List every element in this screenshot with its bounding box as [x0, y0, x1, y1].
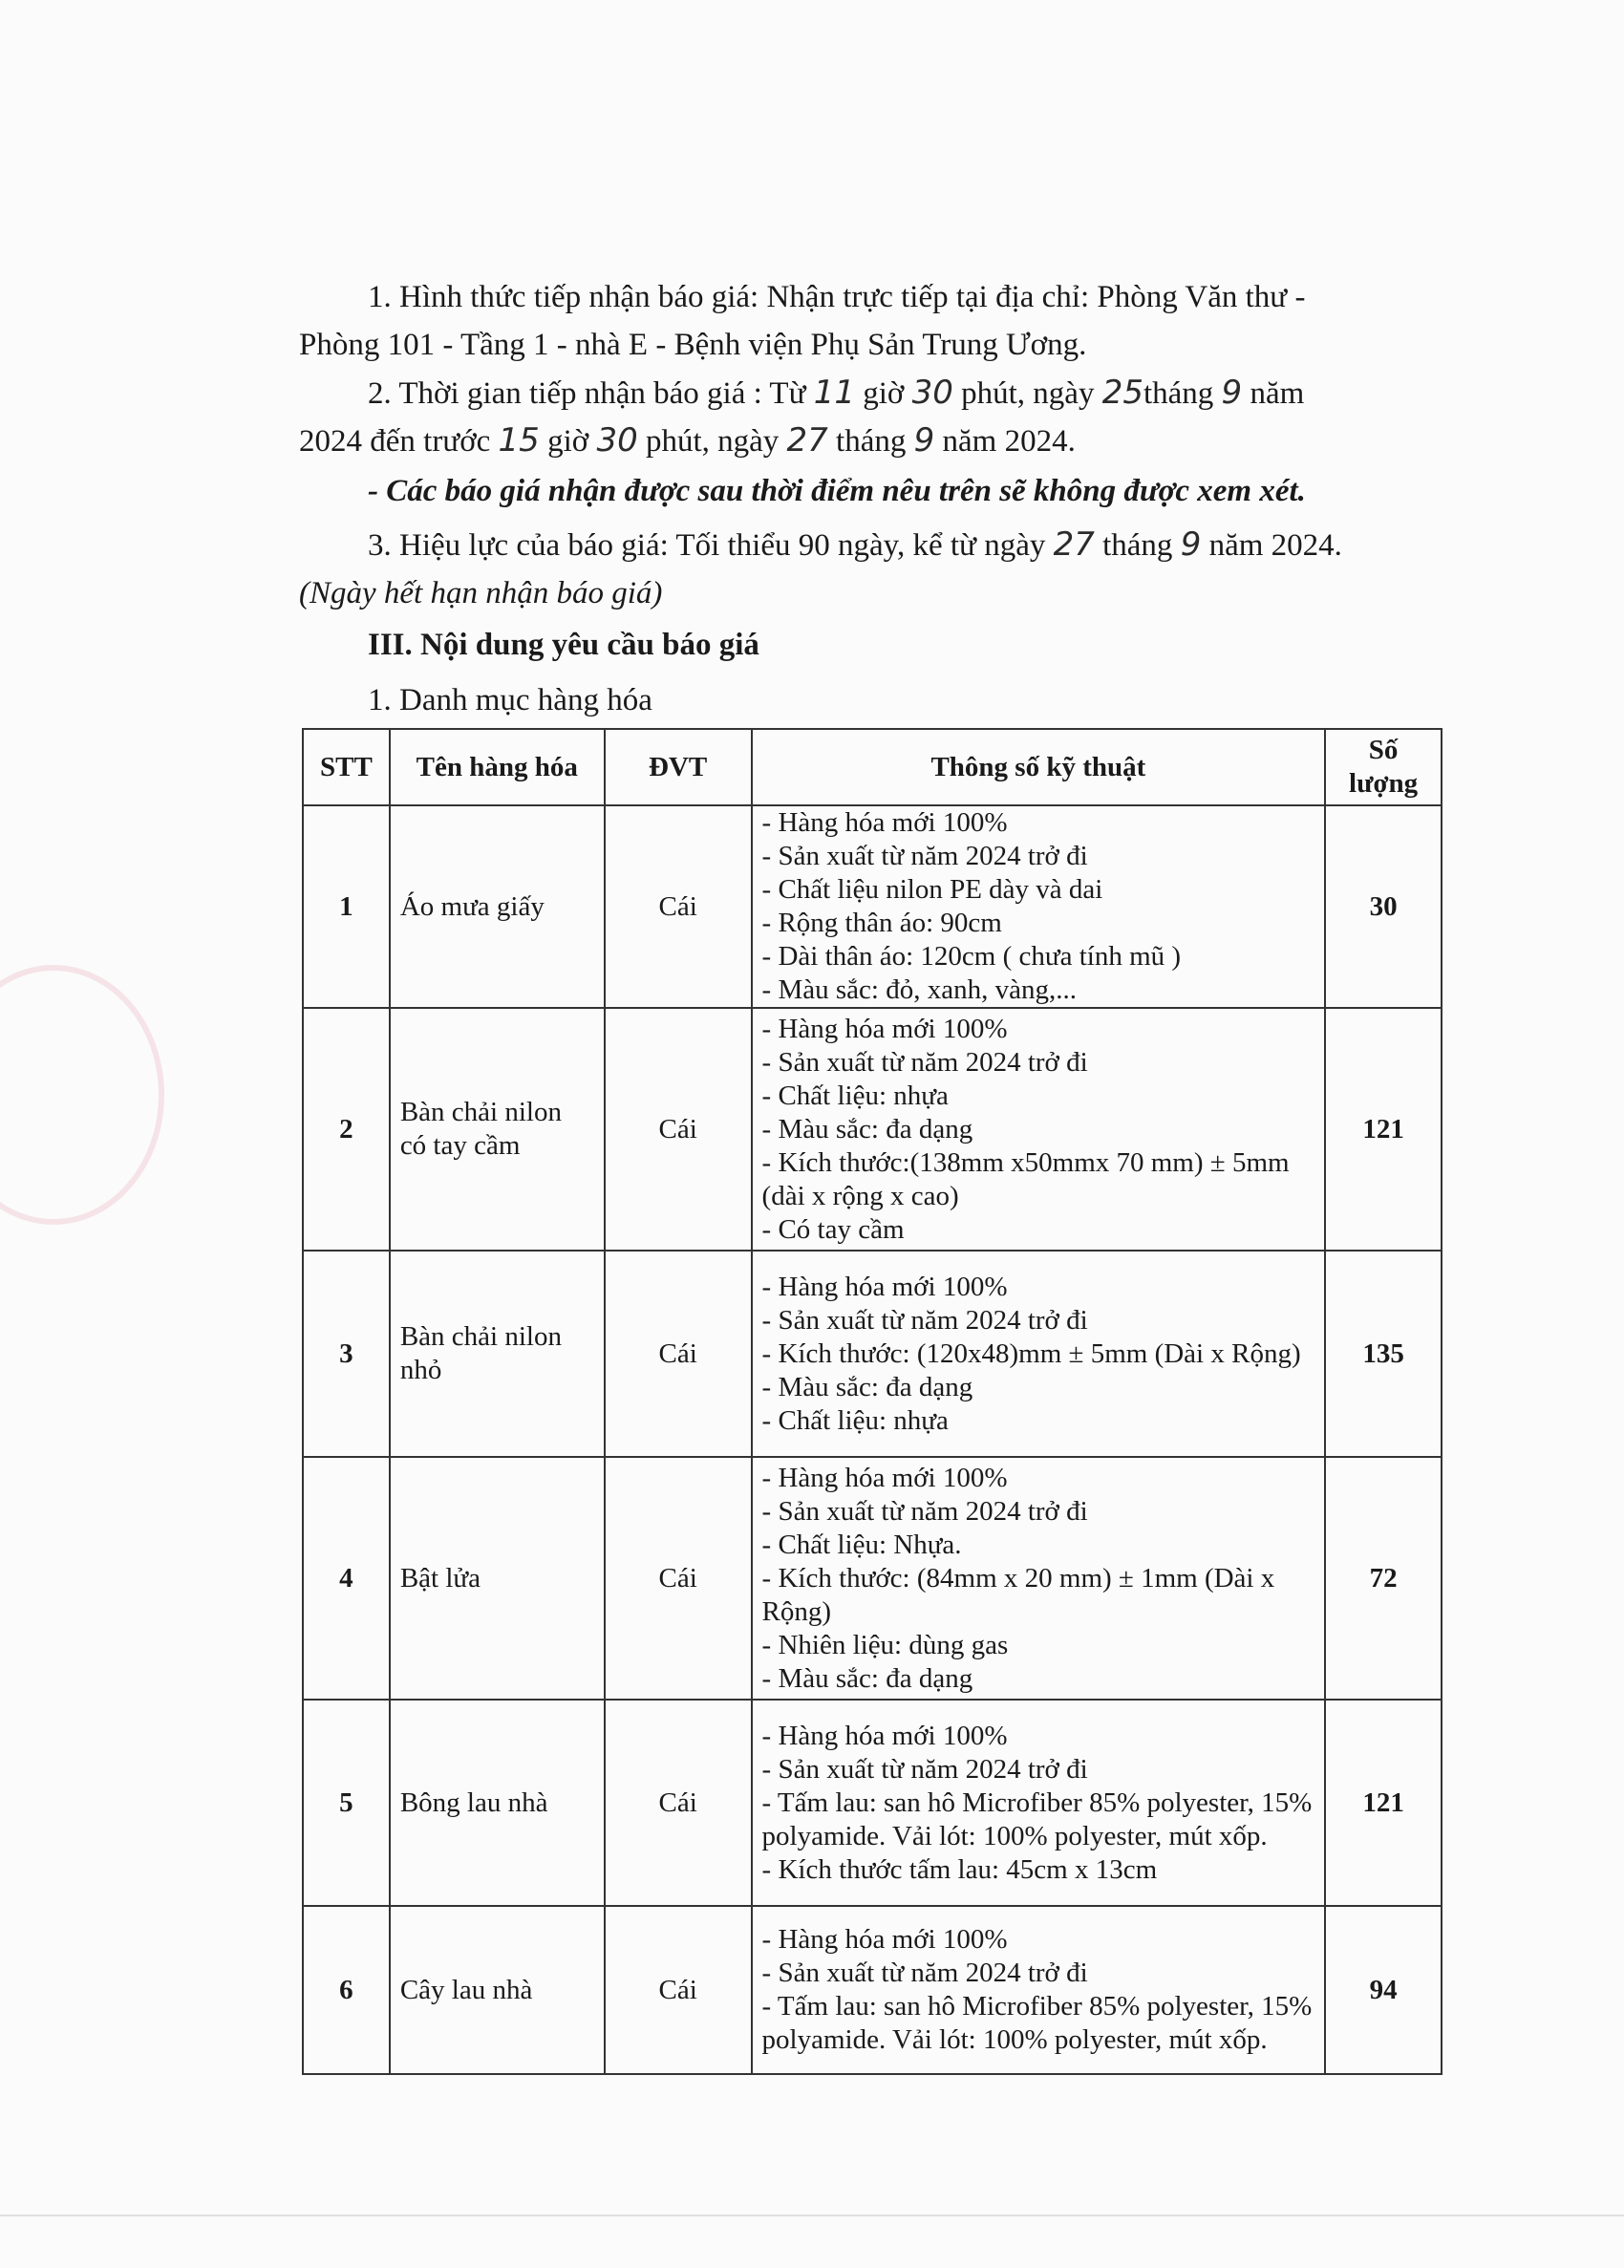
spec-line: - Màu sắc: đa dạng [761, 1113, 973, 1145]
paragraph-3-line-1 [368, 521, 1342, 569]
spec-line: - Tấm lau: san hô Microfiber 85% polyester, 15% polyamide. Vải lót: 100% polyester, mút xốp. [761, 1991, 1313, 2055]
section-heading: III. Nội dung yêu cầu báo giá [368, 628, 759, 662]
row-name: Cây lau nhà [390, 1906, 605, 2074]
row-unit: Cái [605, 1251, 752, 1457]
row-qty: 121 [1325, 1008, 1442, 1251]
spec-line: - Hàng hóa mới 100% [761, 1013, 1008, 1044]
paragraph-2-line-1 [368, 369, 1304, 417]
p2-handwritten-hour-start: 11 [813, 374, 855, 412]
paragraph-1-line-2: Phòng 101 - Tầng 1 - nhà E - Bệnh viện Phụ Sản Trung Ương. [299, 328, 1087, 362]
spec-line: - Chất liệu: nhựa [761, 1080, 949, 1111]
row-qty: 121 [1325, 1700, 1442, 1906]
row-qty: 135 [1325, 1251, 1442, 1457]
spec-line: - Sản xuất từ năm 2024 trở đi [761, 841, 1088, 871]
p2-handwritten-day-end: 27 [786, 421, 828, 460]
table-row [303, 1008, 1442, 1251]
p3-handwritten-day: 27 [1053, 525, 1095, 564]
row-spec [752, 1906, 1326, 2074]
p2-text-j: năm 2024. [942, 424, 1076, 459]
spec-line: - Có tay cầm [761, 1213, 905, 1245]
p3-text-a: 3. Hiệu lực của báo giá: Tối thiểu 90 ngày, kể từ ngày [368, 528, 1046, 563]
row-stt: 2 [303, 1008, 390, 1251]
header-qty [1325, 729, 1442, 805]
spec-line: - Màu sắc: đa dạng [761, 1371, 973, 1402]
spec-line: - Sản xuất từ năm 2024 trở đi [761, 1304, 1088, 1336]
p2-handwritten-hour-end: 15 [498, 421, 540, 460]
p3-text-c: năm 2024. [1208, 528, 1342, 563]
p2-text-a: 2. Thời gian tiếp nhận báo giá : Từ [368, 376, 806, 411]
p2-text-d: tháng [1143, 376, 1214, 411]
paragraph-2-line-2 [299, 417, 1076, 465]
p2-handwritten-month-start: 9 [1221, 374, 1243, 412]
spec-line: - Sản xuất từ năm 2024 trở đi [761, 1753, 1088, 1785]
row-spec [752, 1251, 1326, 1457]
row-stt: 6 [303, 1906, 390, 2074]
p2-text-b: giờ [863, 376, 905, 411]
row-stt: 4 [303, 1457, 390, 1700]
row-name: Áo mưa giấy [390, 805, 605, 1008]
spec-line: - Chất liệu: Nhựa. [761, 1529, 962, 1560]
row-spec [752, 805, 1326, 1008]
header-unit: ĐVT [605, 729, 752, 805]
late-quote-note: - Các báo giá nhận được sau thời điểm nêu trên sẽ không được xem xét. [368, 474, 1306, 508]
spec-line: - Kích thước: (120x48)mm ± 5mm (Dài x Rộng) [761, 1337, 1301, 1369]
p3-handwritten-month: 9 [1180, 525, 1202, 564]
header-stt: STT [303, 729, 390, 805]
row-stt: 1 [303, 805, 390, 1008]
subsection-heading: 1. Danh mục hàng hóa [368, 683, 652, 717]
spec-line: - Tấm lau: san hô Microfiber 85% polyester, 15% polyamide. Vải lót: 100% polyester, mút xốp. [761, 1787, 1313, 1851]
row-name: Bật lửa [390, 1457, 605, 1700]
paragraph-3-note: (Ngày hết hạn nhận báo giá) [299, 576, 663, 610]
row-stt: 3 [303, 1251, 390, 1457]
header-qty-line-2: lượng [1349, 768, 1419, 799]
row-spec [752, 1457, 1326, 1700]
p2-handwritten-month-end: 9 [913, 421, 935, 460]
row-name: Bông lau nhà [390, 1700, 605, 1906]
p2-handwritten-day-start: 25 [1101, 374, 1143, 412]
p3-text-b: tháng [1102, 528, 1173, 563]
spec-line: - Sản xuất từ năm 2024 trở đi [761, 1958, 1088, 1988]
paragraph-1-line-1: 1. Hình thức tiếp nhận báo giá: Nhận trực tiếp tại địa chỉ: Phòng Văn thư - [368, 280, 1306, 314]
row-spec [752, 1700, 1326, 1906]
spec-line: - Chất liệu: nhựa [761, 1404, 949, 1436]
row-unit: Cái [605, 1008, 752, 1251]
row-qty: 94 [1325, 1906, 1442, 2074]
p2-handwritten-minute-start: 30 [911, 374, 953, 412]
spec-line: - Kích thước: (84mm x 20 mm) ± 1mm (Dài x Rộng) [761, 1562, 1275, 1627]
spec-line: - Màu sắc: đa dạng [761, 1662, 973, 1694]
table-header-row [303, 729, 1442, 805]
p2-text-f: 2024 đến trước [299, 424, 491, 459]
spec-line: - Hàng hóa mới 100% [761, 1271, 1008, 1302]
row-name: Bàn chải nilon nhỏ [390, 1251, 605, 1457]
goods-table [302, 728, 1442, 2075]
table-row [303, 805, 1442, 1008]
p2-handwritten-minute-end: 30 [596, 421, 638, 460]
table-row [303, 1700, 1442, 1906]
table-body [303, 805, 1442, 2074]
p2-text-h: phút, ngày [645, 424, 780, 459]
spec-line: - Hàng hóa mới 100% [761, 1462, 1008, 1493]
p2-text-g: giờ [547, 424, 589, 459]
header-spec: Thông số kỹ thuật [752, 729, 1326, 805]
spec-line: - Hàng hóa mới 100% [761, 1924, 1008, 1955]
spec-line: - Sản xuất từ năm 2024 trở đi [761, 1046, 1088, 1078]
spec-line: - Hàng hóa mới 100% [761, 1720, 1008, 1751]
spec-line: - Màu sắc: đỏ, xanh, vàng,... [761, 974, 1077, 1005]
red-stamp-fragment [0, 965, 164, 1225]
page-bottom-edge [0, 2215, 1624, 2216]
spec-line: - Chất liệu nilon PE dày và dai [761, 874, 1103, 905]
spec-line: - Nhiên liệu: dùng gas [761, 1629, 1009, 1660]
spec-line: - Kích thước tấm lau: 45cm x 13cm [761, 1853, 1158, 1885]
row-qty: 30 [1325, 805, 1442, 1008]
header-name: Tên hàng hóa [390, 729, 605, 805]
row-unit: Cái [605, 1457, 752, 1700]
table-row [303, 1457, 1442, 1700]
row-unit: Cái [605, 1700, 752, 1906]
row-unit: Cái [605, 1906, 752, 2074]
row-name: Bàn chải nilon có tay cầm [390, 1008, 605, 1251]
p2-text-e: năm [1250, 376, 1305, 411]
row-qty: 72 [1325, 1457, 1442, 1700]
spec-line: - Rộng thân áo: 90cm [761, 908, 1002, 938]
p2-text-i: tháng [836, 424, 907, 459]
p2-text-c: phút, ngày [961, 376, 1095, 411]
spec-line: - Hàng hóa mới 100% [761, 807, 1008, 838]
row-stt: 5 [303, 1700, 390, 1906]
row-spec [752, 1008, 1326, 1251]
spec-line: - Sản xuất từ năm 2024 trở đi [761, 1495, 1088, 1527]
spec-line: - Dài thân áo: 120cm ( chưa tính mũ ) [761, 941, 1182, 972]
row-unit: Cái [605, 805, 752, 1008]
header-qty-line-1: Số [1368, 735, 1399, 765]
table-row [303, 1251, 1442, 1457]
spec-line: - Kích thước:(138mm x50mmx 70 mm) ± 5mm (dài x rộng x cao) [761, 1146, 1290, 1211]
table-row [303, 1906, 1442, 2074]
